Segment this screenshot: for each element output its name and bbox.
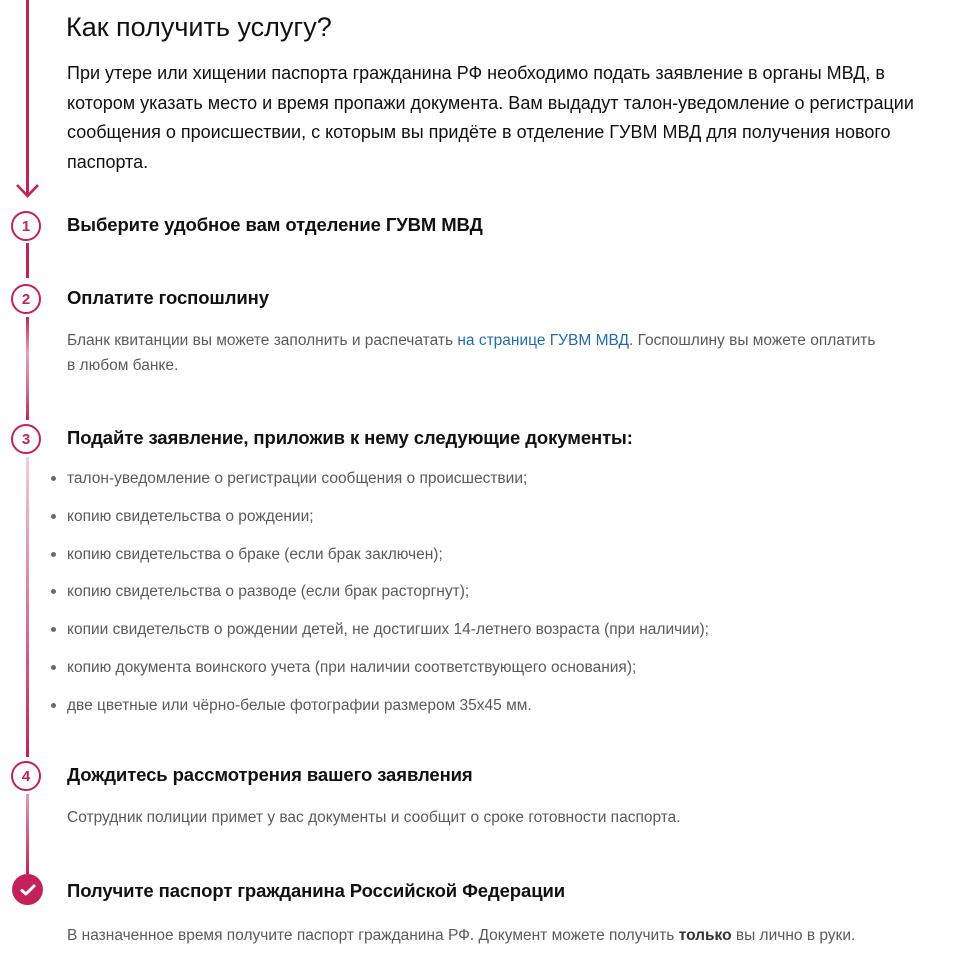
bullet-icon [51,703,56,708]
step-description: Сотрудник полиции примет у вас документы и сообщит о сроке готовности паспорта. [67,809,681,826]
step-description [67,328,887,378]
step-title: Получите паспорт гражданина Российской Федерации [67,880,566,901]
bullet-icon [51,514,56,519]
list-item-text: копию свидетельства о браке (если брак заключен); [67,545,443,563]
step-title: Подайте заявление, приложив к нему следующие документы: [67,427,633,448]
step-title: Дождитесь рассмотрения вашего заявления [67,764,473,785]
step-number: 2 [21,290,31,308]
arrow-down-icon [14,180,42,202]
description-text: вы лично в руки. [731,927,856,944]
description-text: . Госпошлину вы можете оплатить в любом банке. [67,332,876,374]
timeline-arrow-line [26,0,29,196]
list-item [67,542,709,580]
step-number-badge [11,761,41,791]
list-item [67,504,709,542]
list-item [67,693,709,731]
bullet-icon [51,627,56,632]
list-item-text: копию свидетельства о рождении; [67,507,314,525]
list-item-text: копии свидетельств о рождении детей, не достигших 14-летнего возраста (при наличии); [67,621,709,639]
list-item [67,655,709,693]
description-text: Бланк квитанции вы можете заполнить и распечатать [67,332,458,349]
step-title: Оплатите госпошлину [67,287,269,308]
list-item-text: две цветные или чёрно-белые фотографии размером 35х45 мм. [67,696,532,714]
step-number: 3 [21,430,31,448]
list-item [67,466,709,504]
check-icon [20,883,36,897]
intro-paragraph: При утере или хищении паспорта гражданина РФ необходимо подать заявление в органы МВД, в котором указать место и время пропажи документа. Вам выдадут талон-уведомление о регистрации сообщения о происшествии, с которым вы придёте в отделение ГУВМ МВД для получения нового паспорта. [67,63,914,173]
step-number-badge [11,284,41,314]
step-title: Выберите удобное вам отделение ГУВМ МВД [67,214,483,235]
bullet-icon [51,476,56,481]
timeline-connector [26,317,29,420]
bullet-icon [51,665,56,670]
list-item [67,579,709,617]
step-number: 4 [21,767,31,785]
step-number: 1 [21,217,31,235]
list-item [67,617,709,655]
emphasis-text: только [678,927,732,944]
guvm-page-link[interactable]: на странице ГУВМ МВД [457,332,629,349]
timeline-connector [26,457,29,757]
list-item-text: копию документа воинского учета (при наличии соответствующего основания); [67,658,637,676]
bullet-icon [51,589,56,594]
description-text: В назначенное время получите паспорт гражданина РФ. Документ можете получить [67,927,679,944]
list-item-text: копию свидетельства о разводе (если брак расторгнут); [67,583,470,601]
step-number-badge [11,211,41,241]
section-title: Как получить услугу? [66,12,332,42]
step-description [67,923,947,948]
timeline-connector [26,794,29,874]
step-complete-badge [12,874,43,905]
documents-list [67,466,709,731]
bullet-icon [51,552,56,557]
timeline-connector [26,243,29,278]
list-item-text: талон-уведомление о регистрации сообщения о происшествии; [67,470,528,487]
step-number-badge [11,424,41,454]
